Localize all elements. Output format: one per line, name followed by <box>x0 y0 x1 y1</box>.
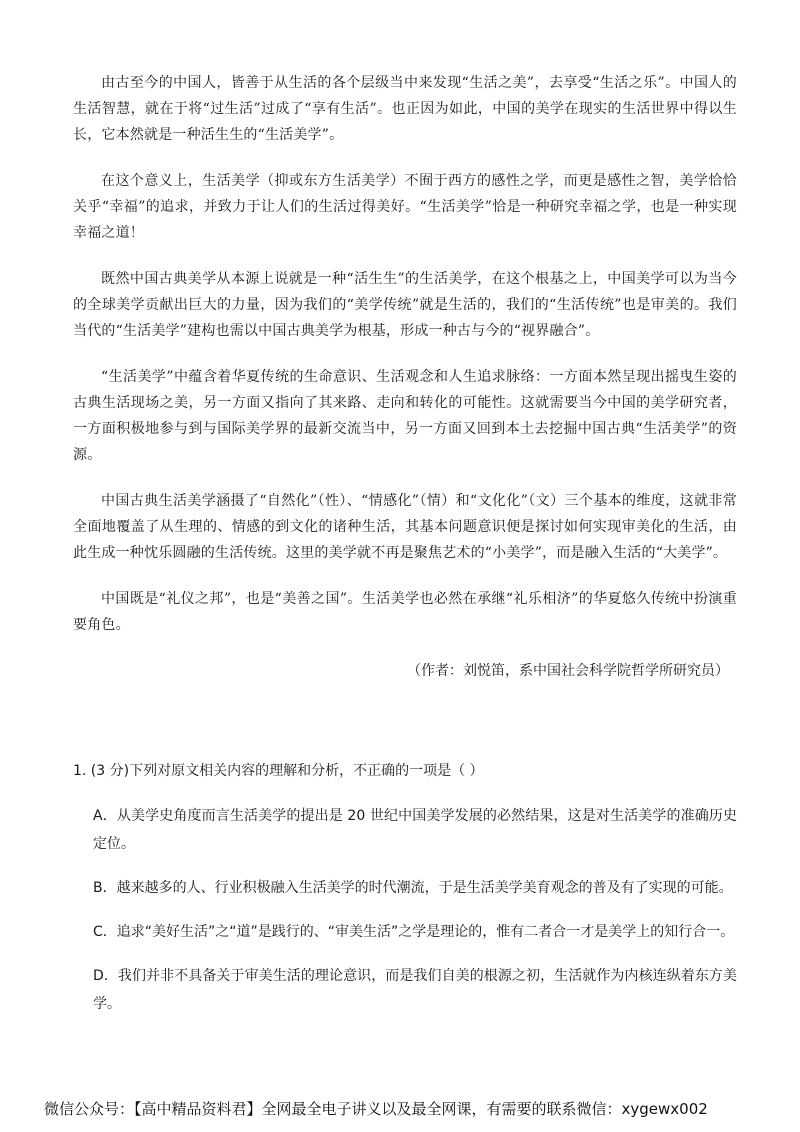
passage-paragraph-2: 在这个意义上，生活美学（抑或东方生活美学）不囿于西方的感性之学，而更是感性之智，美学恰恰关乎“幸福”的追求，并致力于让人们的生活过得美好。“生活美学”恰是一种研究幸福之学，也是一种实现幸福之道！ <box>73 173 737 241</box>
reading-passage <box>73 70 737 684</box>
passage-paragraph-1: 由古至今的中国人，皆善于从生活的各个层级当中来发现“生活之美”，去享受“生活之乐”。中国人的生活智慧，就在于将“过生活”过成了“享有生活”。也正因为如此，中国的美学在现实的生活世界中得以生长，它本然就是一种活生生的“生活美学”。 <box>73 75 737 143</box>
footer-banner: 微信公众号：【高中精品资料君】全网最全电子讲义以及最全网课，有需要的联系微信：xygewx002 <box>44 1100 708 1118</box>
option-a: A．从美学史角度而言生活美学的提出是 20 世纪中国美学发展的必然结果，这是对生活美学的准确历史定位。 <box>93 808 737 852</box>
option-b: B．越来越多的人、行业积极融入生活美学的时代潮流，于是生活美学美育观念的普及有了实现的可能。 <box>93 880 733 896</box>
passage-paragraph-5: 中国古典生活美学涵摄了“自然化”（性）、“情感化”（情）和“文化化”（文）三个基本的维度，这就非常全面地覆盖了从生理的、情感的到文化的诸种生活，其基本问题意识便是探讨如何实现审美化的生活，由此生成一种忱乐圆融的生活传统。这里的美学就不再是聚焦艺术的“小美学”，而是融入生活的“大美学”。 <box>73 493 737 561</box>
passage-paragraph-6: 中国既是“礼仪之邦”，也是“美善之国”。生活美学也必然在承继“礼乐相济”的华夏悠久传统中扮演重要角色。 <box>73 591 737 633</box>
passage-paragraph-3: 既然中国古典美学从本源上说就是一种“活生生”的生活美学，在这个根基之上，中国美学可以为当今的全球美学贡献出巨大的力量，因为我们的“美学传统”就是生活的，我们的“生活传统”也是审美的。我们当代的“生活美学”建构也需以中国古典美学为根基，形成一种古与今的“视界融合”。 <box>73 271 737 339</box>
question-stem: 1. (3 分)下列对原文相关内容的理解和分析，不正确的一项是（ ） <box>73 763 484 779</box>
author-credit: （作者：刘悦笛，系中国社会科学院哲学所研究员） <box>407 663 729 679</box>
option-d: D．我们并非不具备关于审美生活的理论意识，而是我们自美的根源之初，生活就作为内核连纵着东方美学。 <box>93 968 737 1012</box>
passage-paragraph-4: “生活美学”中蕴含着华夏传统的生命意识、生活观念和人生追求脉络：一方面本然呈现出摇曳生姿的古典生活现场之美，另一方面又指向了其来路、走向和转化的可能性。这就需要当今中国的美学研究者，一方面积极地参与到与国际美学界的最新交流当中，另一方面又回到本土去挖掘中国古典“生活美学”的资源。 <box>73 369 737 463</box>
option-c: C．追求“美好生活”之“道”是践行的、“审美生活”之学是理论的，惟有二者合一才是美学上的知行合一。 <box>93 924 735 940</box>
question-block <box>73 758 737 1034</box>
